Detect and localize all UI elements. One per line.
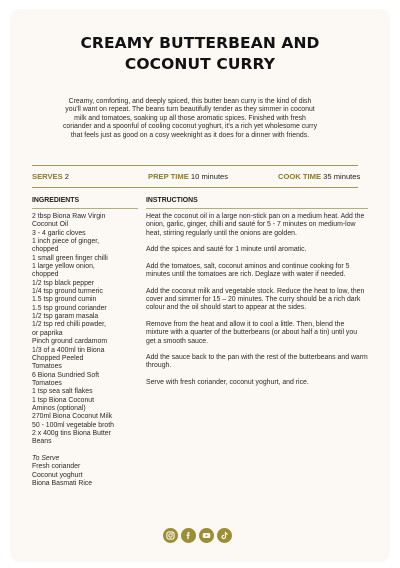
cook-time-value: 35 minutes: [323, 172, 361, 181]
recipe-intro: Creamy, comforting, and deeply spiced, this butter bean curry is the kind of dish you'll want on repeat. The beans turn beautifully tender as they simmer in coconut milk and tomatoes, soaking up all those aromatic spices. Finished with fresh coriander and a spoonful of cooling coconut yoghurt, it's a rich yet wholesome curry that feels just as good on a cosy weeknight as it does for a dinner with friends.: [62, 98, 318, 139]
ingredient-line: Pinch ground cardamom: [32, 338, 108, 346]
serves-info: [32, 171, 69, 183]
ingredient-line: Tomatoes: [32, 363, 62, 371]
ingredient-line: 3 - 4 garlic cloves: [32, 229, 86, 237]
serves-value: 2: [64, 172, 70, 181]
meta-bottom-rule: [32, 187, 358, 188]
ingredient-line: 1.5 tsp ground cumin: [32, 296, 97, 304]
instructions-heading: INSTRUCTIONS: [146, 197, 198, 204]
ingredient-line: 1/2 tsp garam masala: [32, 313, 99, 321]
ingredients-heading: INGREDIENTS: [32, 197, 80, 204]
instruction-step: Add the spices and sauté for 1 minute until aromatic.: [146, 246, 307, 254]
ingredient-line: or paprika: [32, 329, 63, 337]
facebook-icon[interactable]: [181, 528, 196, 543]
recipe-title: [0, 33, 400, 75]
ingredient-line: 1.5 tsp ground coriander: [32, 304, 107, 312]
social-links: [163, 528, 232, 543]
ingredient-line: Tomatoes: [32, 379, 62, 387]
ingredient-line: chopped: [32, 271, 59, 279]
prep-time-label: PREP TIME: [148, 172, 189, 181]
instruction-step: Add the sauce back to the pan with the rest of the butterbeans and warm through.: [146, 354, 368, 370]
to-serve-item: Biona Basmati Rice: [32, 480, 93, 488]
ingredient-line: 1/2 tsp black pepper: [32, 279, 95, 287]
instruction-step: Serve with fresh coriander, coconut yoghurt, and rice.: [146, 378, 309, 386]
ingredient-line: Beans: [32, 438, 52, 446]
ingredient-line: 1/3 of a 400ml tin Biona: [32, 346, 105, 354]
tiktok-icon[interactable]: [217, 528, 232, 543]
ingredient-line: 50 - 100ml vegetable broth: [32, 421, 114, 429]
ingredient-line: chopped: [32, 246, 59, 254]
to-serve-item: Fresh coriander: [32, 463, 81, 471]
meta-top-rule: [32, 165, 358, 166]
ingredient-line: 2 tbsp Biona Raw Virgin: [32, 213, 106, 220]
ingredient-line: 1 small green finger chilli: [32, 254, 108, 262]
instructions-heading-rule: [146, 208, 368, 209]
prep-time-value: 10 minutes: [190, 172, 229, 181]
ingredient-line: 1/4 tsp ground turmeric: [32, 288, 103, 296]
ingredients-list: [32, 213, 144, 489]
ingredient-line: Aminos (optional): [32, 404, 86, 412]
ingredient-line: 1/2 tsp red chilli powder,: [32, 321, 106, 329]
cook-time-info: [278, 171, 360, 183]
ingredient-line: 1 tsp Biona Coconut: [32, 396, 95, 404]
serves-label: SERVES: [32, 172, 63, 181]
ingredient-line: 1 large yellow onion,: [32, 263, 95, 271]
ingredient-line: 1 inch piece of ginger,: [32, 238, 100, 246]
instruction-step: Remove from the heat and allow it to cool a little. Then, blend the mixture with a quarter of the butterbeans (or about half a tin) until you get a smooth sauce.: [146, 320, 358, 345]
ingredient-line: 2 x 400g tins Biona Butter: [32, 429, 111, 437]
instagram-icon[interactable]: [163, 528, 178, 543]
cook-time-label: COOK TIME: [278, 172, 322, 181]
title-line-2: COCONUT CURRY: [124, 55, 276, 73]
ingredient-line: Chopped Peeled: [32, 354, 84, 362]
ingredient-line: 270ml Biona Coconut Milk: [32, 413, 113, 421]
instruction-step: Add the coconut milk and vegetable stock. Reduce the heat to low, then cover and simmer for 15 – 20 minutes. The curry should be a rich dark colour and the oil should start to appear at the sides.: [146, 287, 365, 312]
prep-time-info: [148, 171, 228, 183]
title-line-1: CREAMY BUTTERBEAN AND: [80, 34, 320, 52]
to-serve-heading: To Serve: [32, 455, 60, 463]
instructions-list: [146, 213, 368, 395]
ingredient-line: 1 tsp sea salt flakes: [32, 388, 93, 396]
instruction-step: Heat the coconut oil in a large non-stick pan on a medium heat. Add the onion, garlic, ginger, chilli and sauté for 5 - 7 minutes on medium-low heat, stirring regularly until the onions are golden.: [146, 213, 365, 237]
instruction-step: Add the tomatoes, salt, coconut aminos and continue cooking for 5 minutes until the tomatoes are rich. Deglaze with water if needed.: [146, 262, 350, 279]
ingredients-heading-rule: [32, 208, 138, 209]
to-serve-item: Coconut yoghurt: [32, 471, 83, 479]
youtube-icon[interactable]: [199, 528, 214, 543]
ingredient-line: 6 Biona Sundried Soft: [32, 371, 100, 379]
ingredient-line: Coconut Oil: [32, 221, 69, 229]
